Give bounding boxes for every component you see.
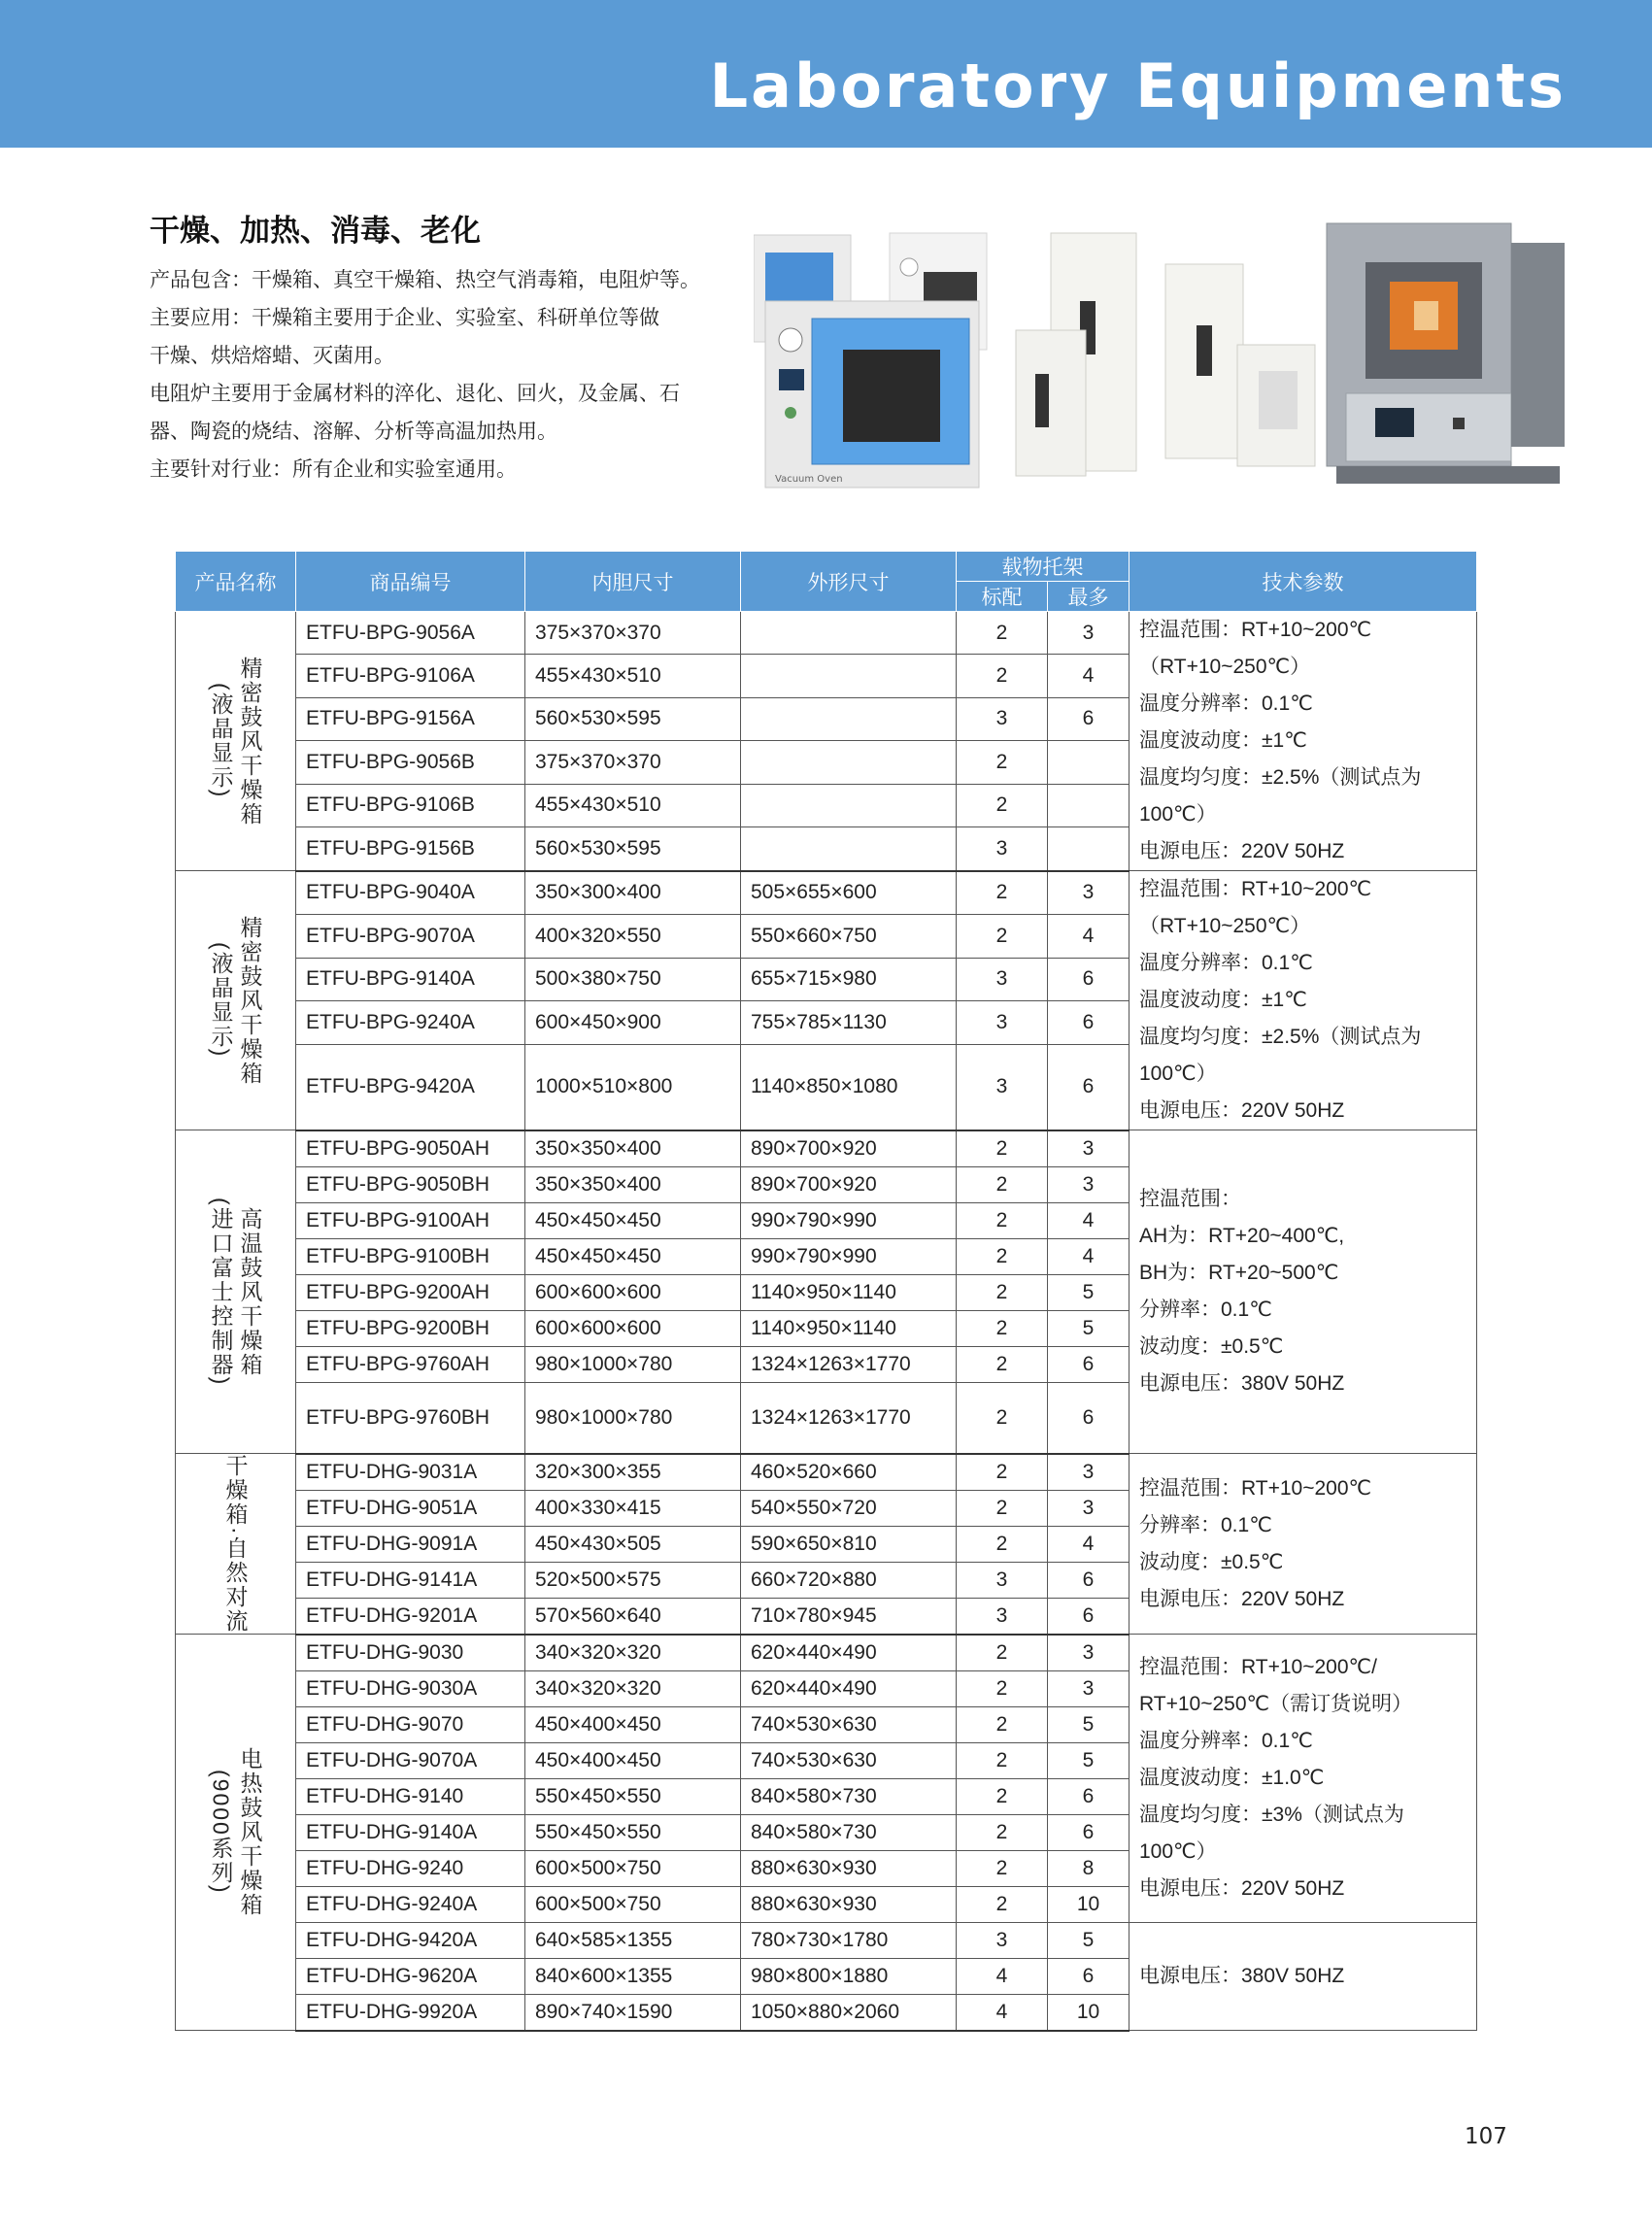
tray-max: 3: [1048, 1670, 1129, 1706]
outer-size: 780×730×1780: [741, 1922, 957, 1958]
outer-size: 620×440×490: [741, 1670, 957, 1706]
tray-standard: 2: [957, 1238, 1048, 1274]
outer-size: [741, 697, 957, 740]
inner-size: 450×430×505: [525, 1526, 741, 1562]
tech-spec-line: 电源电压：220V 50HZ: [1139, 1099, 1345, 1122]
tech-spec-line: （RT+10~250℃）: [1139, 656, 1311, 678]
product-code: ETFU-DHG-9141A: [296, 1562, 525, 1598]
tech-spec-line: RT+10~250℃（需订货说明）: [1139, 1692, 1413, 1715]
product-code: ETFU-DHG-9070A: [296, 1742, 525, 1778]
tray-max: [1048, 741, 1129, 784]
product-code: ETFU-BPG-9156A: [296, 697, 525, 740]
intro-line: 主要针对行业：所有企业和实验室通用。: [150, 457, 517, 481]
header-inner: 内胆尺寸: [525, 552, 741, 612]
tray-standard: 2: [957, 1346, 1048, 1382]
header-tray: 载物托架: [957, 552, 1129, 582]
tech-spec-line: 控温范围：: [1139, 1188, 1241, 1210]
tray-standard: 2: [957, 915, 1048, 959]
tech-spec-line: 100℃）: [1139, 1839, 1217, 1863]
outer-size: 740×530×630: [741, 1706, 957, 1742]
outer-size: 980×800×1880: [741, 1958, 957, 1994]
category-subname: (液晶显示): [208, 942, 234, 1059]
category-cell: [176, 871, 296, 1130]
tray-standard: 2: [957, 871, 1048, 915]
outer-size: 1324×1263×1770: [741, 1382, 957, 1454]
product-code: ETFU-BPG-9200AH: [296, 1274, 525, 1310]
inner-size: 350×350×400: [525, 1130, 741, 1167]
tray-max: 3: [1048, 1166, 1129, 1202]
inner-size: 450×450×450: [525, 1238, 741, 1274]
spec-table: [175, 551, 1477, 2032]
tray-max: 6: [1048, 1814, 1129, 1850]
tray-max: 5: [1048, 1922, 1129, 1958]
tray-standard: 2: [957, 1670, 1048, 1706]
tech-spec-cell: [1129, 871, 1477, 1130]
tray-standard: 2: [957, 1814, 1048, 1850]
product-code: ETFU-BPG-9056A: [296, 612, 525, 655]
tray-max: 3: [1048, 1490, 1129, 1526]
inner-size: 600×450×900: [525, 1001, 741, 1045]
page-number: 107: [1465, 2124, 1507, 2149]
tech-spec-line: 电源电压：220V 50HZ: [1139, 840, 1345, 862]
outer-size: 655×715×980: [741, 958, 957, 1001]
inner-size: 375×370×370: [525, 741, 741, 784]
outer-size: 990×790×990: [741, 1202, 957, 1238]
inner-size: 400×330×415: [525, 1490, 741, 1526]
inner-size: 600×500×750: [525, 1850, 741, 1886]
product-code: ETFU-BPG-9040A: [296, 871, 525, 915]
inner-size: 350×300×400: [525, 871, 741, 915]
category-cell: [176, 1454, 296, 1635]
tray-standard: 2: [957, 655, 1048, 697]
tray-max: 10: [1048, 1994, 1129, 2031]
inner-size: 450×400×450: [525, 1706, 741, 1742]
tech-spec-line: 温度分辨率：0.1℃: [1139, 952, 1313, 974]
outer-size: 990×790×990: [741, 1238, 957, 1274]
outer-size: 540×550×720: [741, 1490, 957, 1526]
tray-max: 5: [1048, 1706, 1129, 1742]
tech-spec-line: 分辨率：0.1℃: [1139, 1298, 1272, 1321]
category-cell: [176, 1130, 296, 1454]
tech-spec-line: 波动度：±0.5℃: [1139, 1550, 1284, 1573]
inner-size: 400×320×550: [525, 915, 741, 959]
header-code: 商品编号: [296, 552, 525, 612]
outer-size: 890×700×920: [741, 1130, 957, 1167]
inner-size: 560×530×595: [525, 826, 741, 870]
category-subname: (液晶显示): [208, 683, 234, 799]
outer-size: 1140×950×1140: [741, 1310, 957, 1346]
intro-line: 产品包含：干燥箱、真空干燥箱、热空气消毒箱，电阻炉等。: [150, 268, 700, 291]
tray-standard: 2: [957, 1490, 1048, 1526]
tray-standard: 2: [957, 1130, 1048, 1167]
inner-size: 560×530×595: [525, 697, 741, 740]
category-cell: [176, 1635, 296, 2031]
tray-standard: 2: [957, 1310, 1048, 1346]
photo-brand-label: Vacuum Oven: [775, 474, 843, 485]
tray-standard: 2: [957, 1850, 1048, 1886]
tray-max: 8: [1048, 1850, 1129, 1886]
tech-spec-line: 温度均匀度：±3%（测试点为: [1139, 1803, 1404, 1826]
product-code: ETFU-BPG-9156B: [296, 826, 525, 870]
tech-spec-line: 控温范围：RT+10~200℃: [1139, 619, 1372, 641]
tray-max: [1048, 784, 1129, 826]
tray-standard: 2: [957, 741, 1048, 784]
inner-size: 550×450×550: [525, 1778, 741, 1814]
inner-size: 890×740×1590: [525, 1994, 741, 2031]
header-tech: 技术参数: [1129, 552, 1477, 612]
tray-max: 4: [1048, 1238, 1129, 1274]
product-code: ETFU-DHG-9031A: [296, 1454, 525, 1491]
outer-size: 620×440×490: [741, 1635, 957, 1671]
table-row: [176, 1922, 1477, 1958]
product-code: ETFU-BPG-9420A: [296, 1044, 525, 1130]
table-row: [176, 1635, 1477, 1671]
header-std: 标配: [957, 582, 1048, 612]
tray-standard: 2: [957, 1635, 1048, 1671]
outer-size: 880×630×930: [741, 1886, 957, 1922]
product-code: ETFU-BPG-9140A: [296, 958, 525, 1001]
table-row: [176, 1454, 1477, 1491]
tech-spec-line: 控温范围：RT+10~200℃: [1139, 1476, 1372, 1500]
outer-size: 460×520×660: [741, 1454, 957, 1491]
header-outer: 外形尺寸: [741, 552, 957, 612]
tray-max: 6: [1048, 958, 1129, 1001]
tech-spec-line: 电源电压：220V 50HZ: [1139, 1876, 1345, 1900]
inner-size: 1000×510×800: [525, 1044, 741, 1130]
outer-size: 1140×950×1140: [741, 1274, 957, 1310]
outer-size: 550×660×750: [741, 915, 957, 959]
inner-size: 600×600×600: [525, 1310, 741, 1346]
tray-max: 10: [1048, 1886, 1129, 1922]
tray-standard: 4: [957, 1958, 1048, 1994]
outer-size: 1050×880×2060: [741, 1994, 957, 2031]
tray-max: 6: [1048, 1598, 1129, 1635]
inner-size: 600×500×750: [525, 1886, 741, 1922]
category-cell: [176, 612, 296, 871]
outer-size: [741, 741, 957, 784]
inner-size: 455×430×510: [525, 784, 741, 826]
inner-size: 980×1000×780: [525, 1382, 741, 1454]
tray-max: 3: [1048, 1454, 1129, 1491]
outer-size: [741, 612, 957, 655]
intro-section: [150, 206, 771, 489]
tray-standard: 2: [957, 1778, 1048, 1814]
product-code: ETFU-DHG-9030: [296, 1635, 525, 1671]
product-code: ETFU-BPG-9106B: [296, 784, 525, 826]
category-name: 干燥箱·自然对流: [222, 1454, 249, 1634]
intro-line: 干燥、烘焙熔蜡、灭菌用。: [150, 344, 394, 367]
tray-max: 3: [1048, 612, 1129, 655]
inner-size: 350×350×400: [525, 1166, 741, 1202]
spec-table-body: [176, 612, 1477, 2031]
tray-standard: 3: [957, 1001, 1048, 1045]
category-name: 高温鼓风干燥箱: [237, 1206, 263, 1377]
header-banner: [0, 0, 1652, 148]
tech-spec-line: 温度波动度：±1℃: [1139, 729, 1307, 752]
tech-spec-cell: [1129, 1454, 1477, 1635]
inner-size: 600×600×600: [525, 1274, 741, 1310]
tech-spec-line: 电源电压：380V 50HZ: [1139, 1964, 1345, 1987]
tray-max: 6: [1048, 1778, 1129, 1814]
inner-size: 570×560×640: [525, 1598, 741, 1635]
tray-standard: 3: [957, 958, 1048, 1001]
tray-standard: 2: [957, 1454, 1048, 1491]
tech-spec-line: 分辨率：0.1℃: [1139, 1513, 1272, 1536]
category-subname: (进口富士控制器): [208, 1197, 234, 1387]
product-code: ETFU-DHG-9140: [296, 1778, 525, 1814]
inner-size: 320×300×355: [525, 1454, 741, 1491]
outer-size: 840×580×730: [741, 1814, 957, 1850]
tech-spec-line: 温度分辨率：0.1℃: [1139, 1729, 1313, 1752]
product-code: ETFU-BPG-9100BH: [296, 1238, 525, 1274]
product-code: ETFU-BPG-9200BH: [296, 1310, 525, 1346]
tray-max: 5: [1048, 1742, 1129, 1778]
outer-size: [741, 826, 957, 870]
tech-spec-line: （RT+10~250℃）: [1139, 915, 1311, 937]
tray-max: 4: [1048, 1202, 1129, 1238]
inner-size: 340×320×320: [525, 1635, 741, 1671]
product-photo: [754, 204, 1571, 495]
inner-size: 640×585×1355: [525, 1922, 741, 1958]
tray-standard: 3: [957, 1562, 1048, 1598]
tray-standard: 4: [957, 1994, 1048, 2031]
inner-size: 840×600×1355: [525, 1958, 741, 1994]
product-code: ETFU-BPG-9240A: [296, 1001, 525, 1045]
tech-spec-line: 温度均匀度：±2.5%（测试点为: [1139, 1026, 1422, 1048]
outer-size: 590×650×810: [741, 1526, 957, 1562]
tray-max: 4: [1048, 1526, 1129, 1562]
tech-spec-cell: [1129, 612, 1477, 871]
tray-max: [1048, 826, 1129, 870]
product-code: ETFU-DHG-9920A: [296, 1994, 525, 2031]
tech-spec-line: 100℃）: [1139, 1062, 1217, 1085]
tech-spec-line: AH为：RT+20~400℃,: [1139, 1225, 1345, 1247]
category-name: 精密鼓风干燥箱: [237, 656, 263, 826]
product-code: ETFU-DHG-9140A: [296, 1814, 525, 1850]
tech-spec-line: 温度波动度：±1.0℃: [1139, 1766, 1325, 1789]
product-code: ETFU-DHG-9070: [296, 1706, 525, 1742]
tray-max: 6: [1048, 1562, 1129, 1598]
tray-standard: 3: [957, 826, 1048, 870]
intro-line: 电阻炉主要用于金属材料的淬化、退化、回火，及金属、石: [150, 382, 680, 405]
tech-spec-line: 电源电压：380V 50HZ: [1139, 1372, 1345, 1395]
category-name: 精密鼓风干燥箱: [237, 915, 263, 1086]
tray-max: 6: [1048, 1001, 1129, 1045]
inner-size: 450×400×450: [525, 1742, 741, 1778]
tray-max: 6: [1048, 1958, 1129, 1994]
product-code: ETFU-DHG-9051A: [296, 1490, 525, 1526]
outer-size: 880×630×930: [741, 1850, 957, 1886]
tray-standard: 2: [957, 1202, 1048, 1238]
table-row: [176, 871, 1477, 915]
tray-standard: 2: [957, 1526, 1048, 1562]
tray-max: 6: [1048, 1044, 1129, 1130]
product-code: ETFU-DHG-9240A: [296, 1886, 525, 1922]
inner-size: 455×430×510: [525, 655, 741, 697]
tech-spec-line: 波动度：±0.5℃: [1139, 1335, 1284, 1358]
tray-standard: 3: [957, 1598, 1048, 1635]
inner-size: 550×450×550: [525, 1814, 741, 1850]
tech-spec-line: 温度分辨率：0.1℃: [1139, 692, 1313, 715]
inner-size: 980×1000×780: [525, 1346, 741, 1382]
category-name: 电热鼓风干燥箱: [237, 1747, 263, 1917]
product-code: ETFU-DHG-9030A: [296, 1670, 525, 1706]
product-code: ETFU-DHG-9091A: [296, 1526, 525, 1562]
tray-standard: 3: [957, 1044, 1048, 1130]
tech-spec-cell: [1129, 1922, 1477, 2031]
tech-spec-cell: [1129, 1635, 1477, 1923]
tray-standard: 2: [957, 612, 1048, 655]
tray-max: 5: [1048, 1310, 1129, 1346]
tech-spec-line: 控温范围：RT+10~200℃: [1139, 878, 1372, 900]
product-code: ETFU-BPG-9070A: [296, 915, 525, 959]
tray-standard: 3: [957, 1922, 1048, 1958]
outer-size: 505×655×600: [741, 871, 957, 915]
header-name: 产品名称: [176, 552, 296, 612]
tray-standard: 3: [957, 697, 1048, 740]
outer-size: 890×700×920: [741, 1166, 957, 1202]
tech-spec-line: 温度波动度：±1℃: [1139, 989, 1307, 1011]
category-subname: (9000系列): [208, 1770, 234, 1895]
tray-standard: 2: [957, 1742, 1048, 1778]
tech-spec-line: 100℃）: [1139, 803, 1217, 826]
outer-size: 840×580×730: [741, 1778, 957, 1814]
product-code: ETFU-BPG-9100AH: [296, 1202, 525, 1238]
tray-max: 3: [1048, 1635, 1129, 1671]
tray-max: 3: [1048, 1130, 1129, 1167]
tray-max: 6: [1048, 697, 1129, 740]
intro-line: 器、陶瓷的烧结、溶解、分析等高温加热用。: [150, 420, 557, 443]
intro-line: 主要应用：干燥箱主要用于企业、实验室、科研单位等做: [150, 306, 659, 329]
tray-standard: 2: [957, 784, 1048, 826]
tech-spec-line: BH为：RT+20~500℃: [1139, 1262, 1339, 1284]
outer-size: 740×530×630: [741, 1742, 957, 1778]
tray-standard: 2: [957, 1886, 1048, 1922]
outer-size: 660×720×880: [741, 1562, 957, 1598]
inner-size: 500×380×750: [525, 958, 741, 1001]
tech-spec-cell: [1129, 1130, 1477, 1454]
inner-size: 520×500×575: [525, 1562, 741, 1598]
product-code: ETFU-DHG-9620A: [296, 1958, 525, 1994]
tray-max: 4: [1048, 915, 1129, 959]
tech-spec-line: 温度均匀度：±2.5%（测试点为: [1139, 766, 1422, 789]
outer-size: [741, 784, 957, 826]
tray-max: 3: [1048, 871, 1129, 915]
product-code: ETFU-BPG-9056B: [296, 741, 525, 784]
page-title: Laboratory Equipments: [709, 51, 1567, 121]
tray-max: 4: [1048, 655, 1129, 697]
product-code: ETFU-DHG-9201A: [296, 1598, 525, 1635]
product-code: ETFU-BPG-9760AH: [296, 1346, 525, 1382]
product-code: ETFU-BPG-9760BH: [296, 1382, 525, 1454]
tray-max: 6: [1048, 1382, 1129, 1454]
outer-size: 1324×1263×1770: [741, 1346, 957, 1382]
tray-standard: 2: [957, 1382, 1048, 1454]
outer-size: 1140×850×1080: [741, 1044, 957, 1130]
tray-standard: 2: [957, 1274, 1048, 1310]
product-code: ETFU-BPG-9050BH: [296, 1166, 525, 1202]
product-code: ETFU-DHG-9420A: [296, 1922, 525, 1958]
tray-standard: 2: [957, 1706, 1048, 1742]
product-code: ETFU-BPG-9050AH: [296, 1130, 525, 1167]
tech-spec-line: 控温范围：RT+10~200℃/: [1139, 1655, 1377, 1678]
product-code: ETFU-DHG-9240: [296, 1850, 525, 1886]
inner-size: 450×450×450: [525, 1202, 741, 1238]
inner-size: 375×370×370: [525, 612, 741, 655]
outer-size: [741, 655, 957, 697]
tray-max: 6: [1048, 1346, 1129, 1382]
tray-max: 5: [1048, 1274, 1129, 1310]
product-code: ETFU-BPG-9106A: [296, 655, 525, 697]
inner-size: 340×320×320: [525, 1670, 741, 1706]
tech-spec-line: 电源电压：220V 50HZ: [1139, 1587, 1345, 1610]
intro-title: 干燥、加热、消毒、老化: [150, 214, 481, 249]
table-row: [176, 1130, 1477, 1167]
header-max: 最多: [1048, 582, 1129, 612]
table-row: [176, 612, 1477, 655]
outer-size: 710×780×945: [741, 1598, 957, 1635]
tray-standard: 2: [957, 1166, 1048, 1202]
outer-size: 755×785×1130: [741, 1001, 957, 1045]
